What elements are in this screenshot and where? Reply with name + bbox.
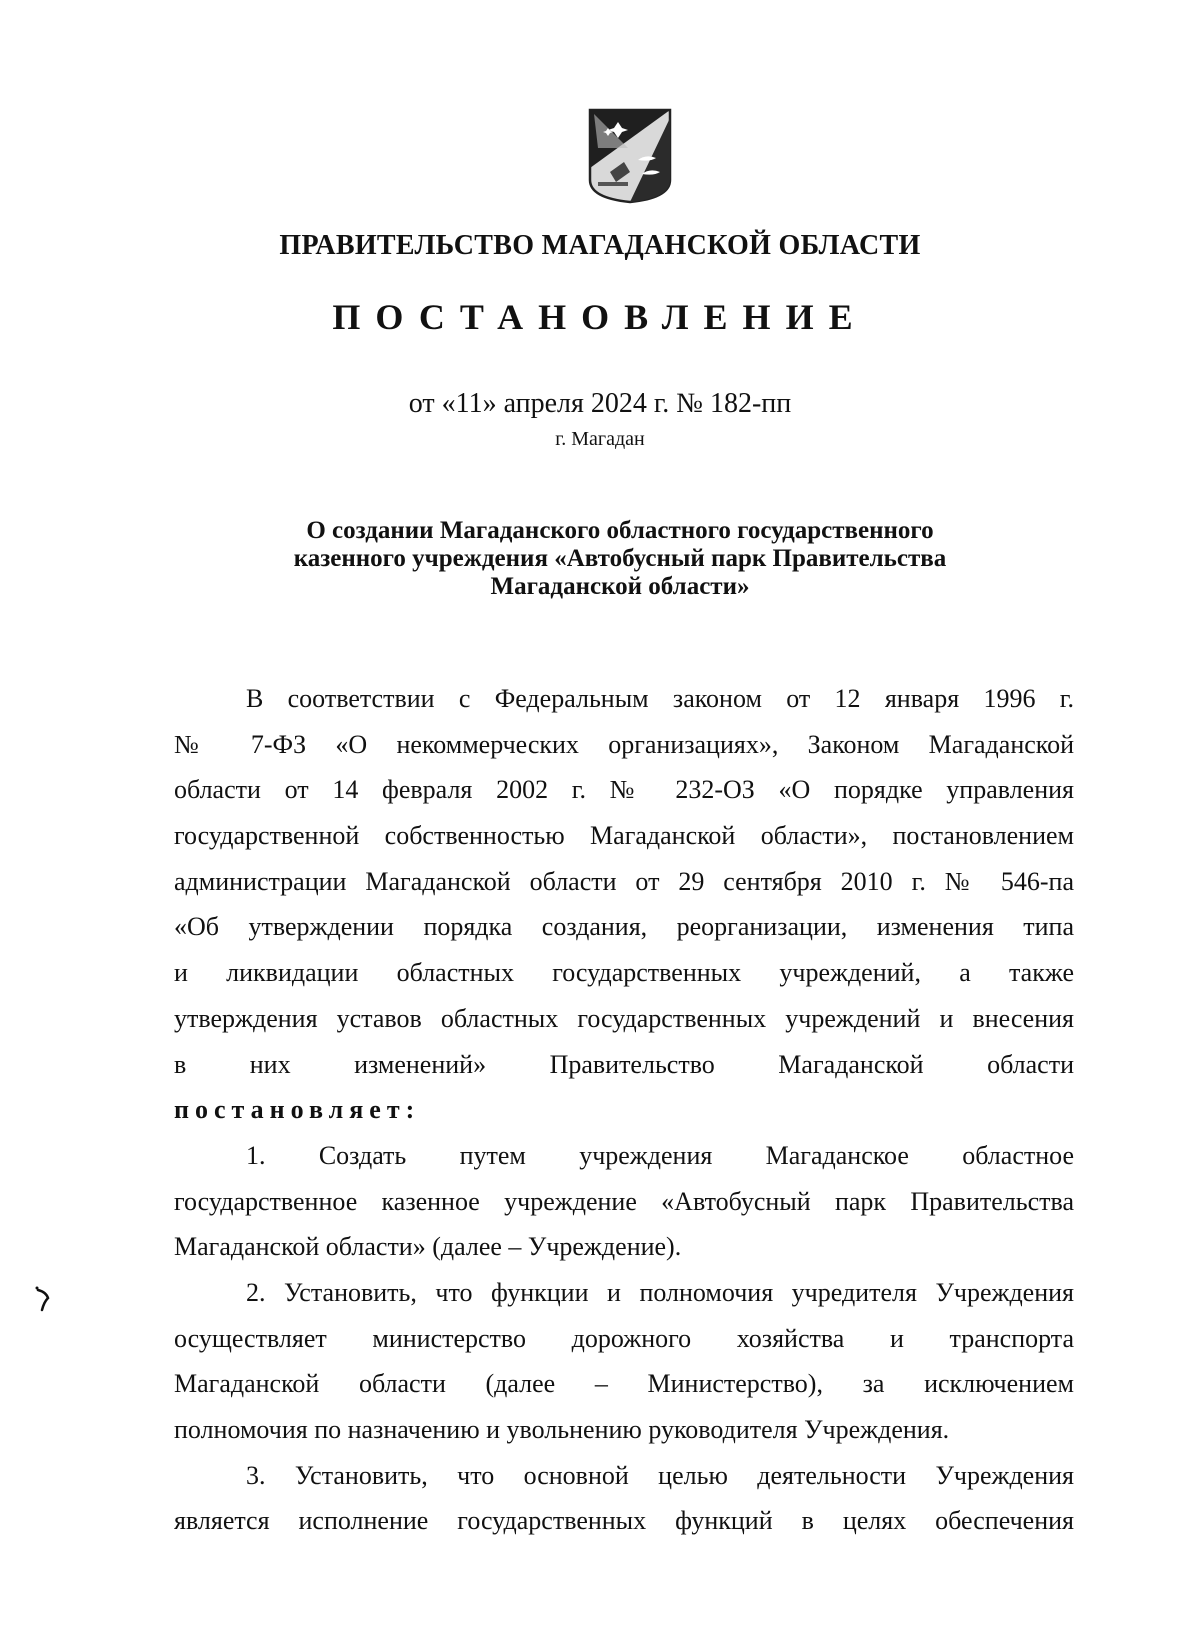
city-line: г. Магадан	[555, 428, 645, 450]
clause-2-line: осуществляет министерство дорожного хозяйства и транспорта	[174, 1323, 1074, 1353]
authority-title: ПРАВИТЕЛЬСТВО МАГАДАНСКОЙ ОБЛАСТИ	[279, 230, 921, 261]
date-and-number: от «11» апреля 2024 г. № 182-пп	[408, 388, 792, 419]
clause-3-line: 3. Установить, что основной целью деятельности Учреждения	[246, 1460, 1074, 1490]
body-line: администрации Магаданской области от 29 сентября 2010 г. № 546-па	[174, 866, 1074, 896]
subject-line: казенного учреждения «Автобусный парк Правительства	[293, 545, 947, 572]
body-line: и ликвидации областных государственных учреждений, а также	[174, 958, 1074, 988]
subject-line: Магаданской области»	[490, 573, 750, 600]
body-line: в них изменений» Правительство Магаданской области	[174, 1049, 1074, 1079]
subject-line: О создании Магаданского областного государственного	[306, 517, 934, 544]
clause-2-line: полномочия по назначению и увольнению руководителя Учреждения.	[174, 1415, 950, 1444]
clause-1-line: Магаданской области» (далее – Учреждение).	[174, 1232, 682, 1262]
clause-1-line: 1. Создать путем учреждения Магаданское областное	[246, 1140, 1074, 1170]
document-subject	[250, 517, 990, 601]
clause-1-line: государственное казенное учреждение «Автобусный парк Правительства	[174, 1186, 1074, 1216]
body-line: В соответствии с Федеральным законом от 12 января 1996 г.	[246, 684, 1074, 713]
body-line: области от 14 февраля 2002 г. № 232-ОЗ «О порядке управления	[174, 775, 1074, 805]
document-type-heading: ПОСТАНОВЛЕНИЕ	[332, 297, 868, 337]
body-line: государственной собственностью Магаданской области», постановлением	[174, 821, 1074, 851]
clause-2-line: Магаданской области (далее – Министерство), за исключением	[174, 1369, 1074, 1399]
clause-3-line: является исполнение государственных функций в целях обеспечения	[174, 1506, 1074, 1536]
coat-of-arms-icon	[588, 108, 672, 204]
resolution-word: постановляет:	[174, 1095, 421, 1125]
document-body	[174, 676, 1074, 1544]
body-line: № 7-ФЗ «О некоммерческих организациях», Законом Магаданской	[174, 729, 1074, 759]
margin-scribble-icon	[34, 1284, 54, 1314]
body-line: утверждения уставов областных государственных учреждений и внесения	[174, 1003, 1074, 1033]
clause-2-line: 2. Установить, что функции и полномочия учредителя Учреждения	[246, 1277, 1074, 1307]
body-line: «Об утверждении порядка создания, реорганизации, изменения типа	[174, 912, 1074, 942]
